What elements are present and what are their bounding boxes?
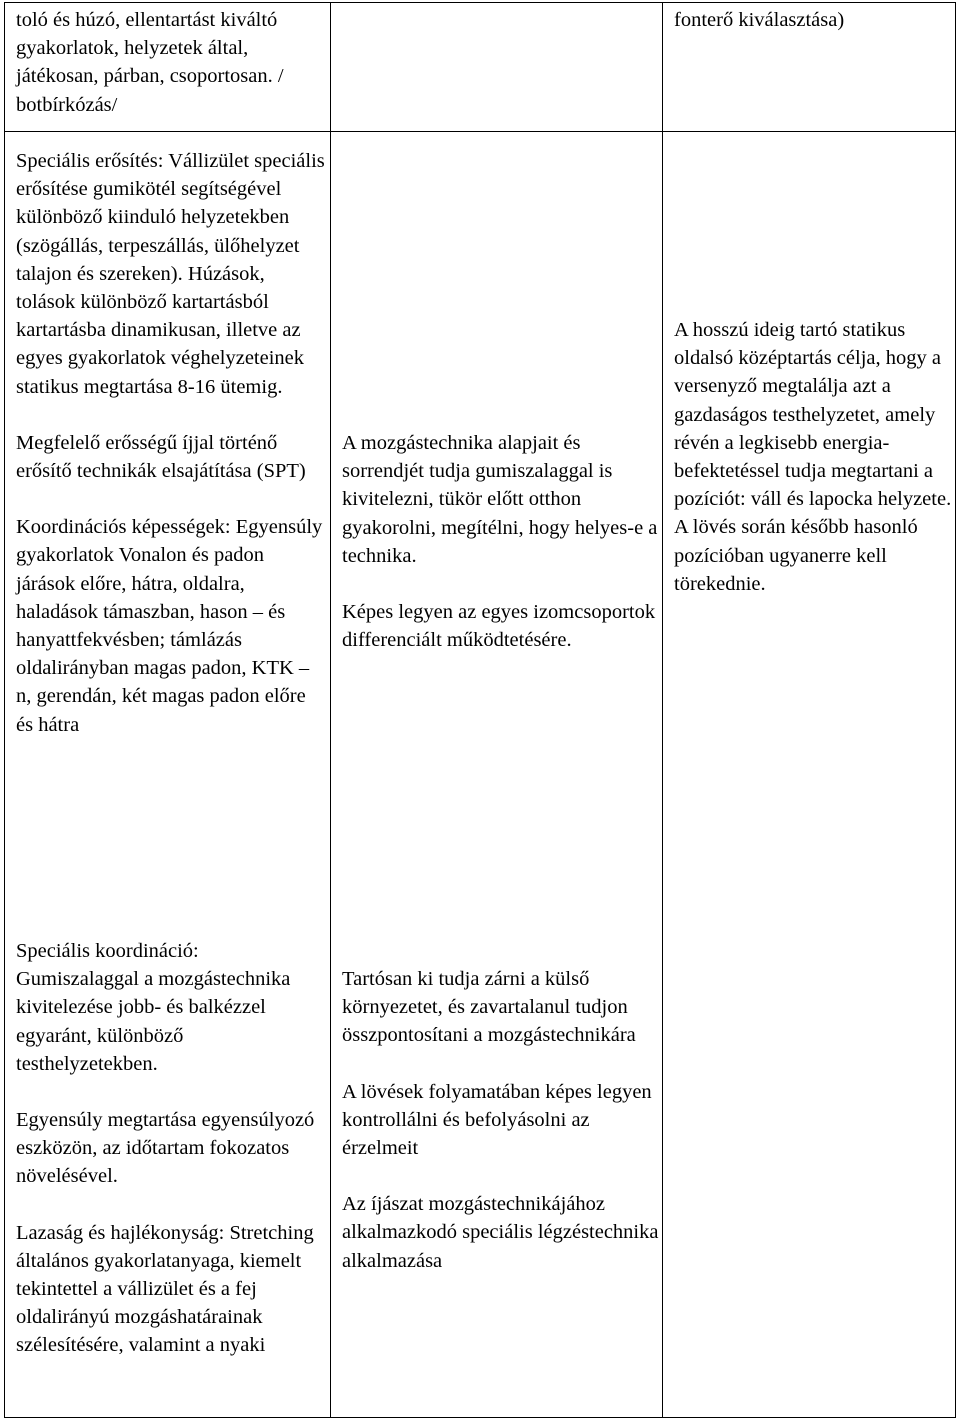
row-divider-1 (5, 131, 955, 132)
row1-col1-cell (16, 6, 328, 119)
content-table (4, 2, 956, 1418)
row2-col1-paragraph-1: Speciális erősítés: Vállizület speciális erősítése gumikötél segítségével különböző kiinduló helyzetekben (szögállás, terpeszállás, ülőhelyzet talajon és szereken). Húzások, tolások különböző kartartásból kartartásba dinamikusan, illetve az egyes gyakorlatok véghelyzeteinek statikus megtartása 8-16 ütemig. (16, 150, 325, 398)
row3-col1-paragraph-1: Speciális koordináció: Gumiszalaggal a mozgástechnika kivitelezése jobb- és balkézzel egyaránt, különböző testhelyzetekben. (16, 940, 291, 1075)
row1-col3-cell (674, 6, 954, 34)
row2-col1-paragraph-3: Koordinációs képességek: Egyensúly gyakorlatok Vonalon és padon járások előre, hátra, oldalra, haladások támaszban, hason – és hanyattfekvésben; támlázás oldalirányban magas padon, KTK – n, gerendán, két magas padon előre és hátra (16, 516, 323, 736)
row1-col1-paragraph-1: toló és húzó, ellentartást kiváltó gyakorlatok, helyzetek által, játékosan, párban, csoportosan. / botbírkózás/ (16, 9, 284, 116)
row2-col1-cell (16, 147, 326, 739)
row2-col3-paragraph-1: A hosszú ideig tartó statikus oldalsó középtartás célja, hogy a versenyző megtalálja azt a gazdaságos testhelyzetet, amely révén a legkisebb energia-befektetéssel tudja megtartani a pozíciót: váll és lapocka helyzete. A lövés során később hasonló pozícióban ugyanerre kell törekednie. (674, 319, 952, 595)
column-divider-1 (330, 3, 331, 1417)
row3-col2-paragraph-3: Az íjászat mozgástechnikájához alkalmazkodó speciális légzéstechnika alkalmazása (342, 1193, 659, 1272)
row3-col2-paragraph-1: Tartósan ki tudja zárni a külső környezetet, és zavartalanul tudjon összpontosítani a mozgástechnikára (342, 968, 636, 1047)
row2-col1-paragraph-2: Megfelelő erősségű íjjal történő erősítő technikák elsajátítása (SPT) (16, 431, 306, 483)
column-divider-2 (662, 3, 663, 1417)
row3-col2-cell (342, 965, 660, 1275)
row3-col2-paragraph-2: A lövések folyamatában képes legyen kontrollálni és befolyásolni az érzelmeit (342, 1080, 652, 1160)
row2-col2-cell (342, 429, 660, 654)
row3-col1-paragraph-3: Lazaság és hajlékonyság: Stretching általános gyakorlatanyaga, kiemelt tekintettel a vállizület és a fej oldalirányú mozgáshatárainak szélesítésére, valamint a nyaki (16, 1221, 314, 1357)
row1-col3-paragraph-1: fonterő kiválasztása) (674, 9, 845, 31)
row2-col2-paragraph-2: Képes legyen az egyes izomcsoportok differenciált működtetésére. (342, 601, 656, 652)
row2-col3-cell (674, 316, 952, 598)
row2-col2-paragraph-1: A mozgástechnika alapjait és sorrendjét tudja gumiszalaggal is kivitelezni, tükör előtt otthon gyakorolni, megítélni, hogy helyes-e a technika. (342, 432, 658, 567)
row3-col1-paragraph-2: Egyensúly megtartása egyensúlyozó eszközön, az időtartam fokozatos növelésével. (16, 1109, 315, 1188)
row3-col1-cell (16, 937, 326, 1360)
